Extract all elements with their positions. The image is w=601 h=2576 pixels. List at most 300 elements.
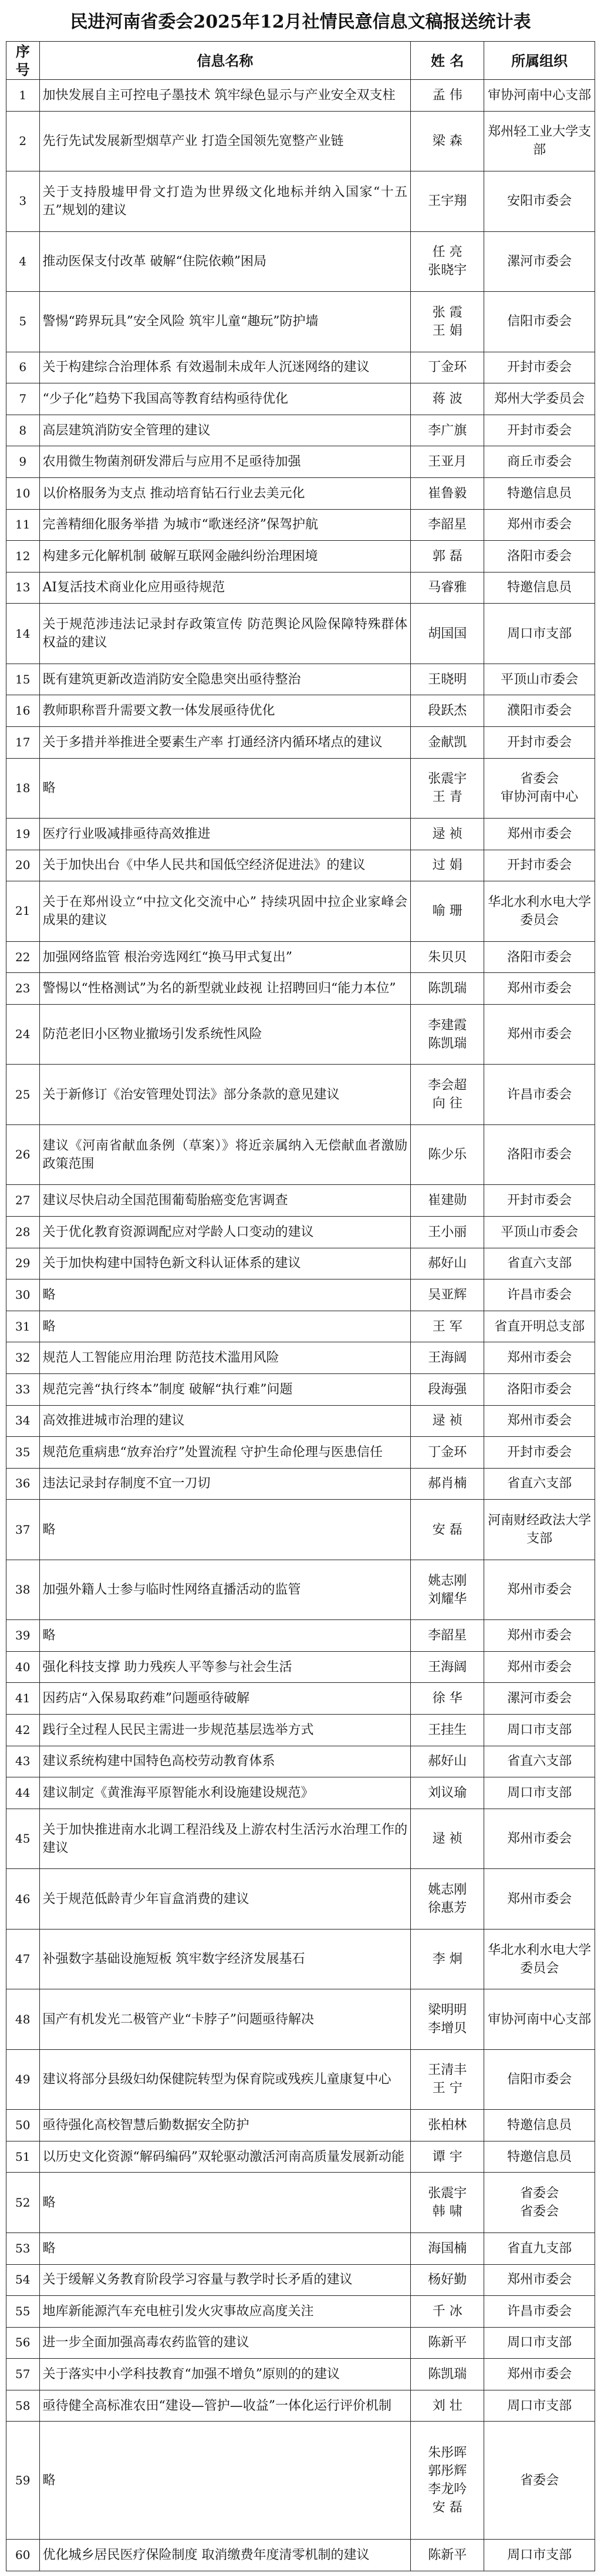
table-row xyxy=(6,664,595,695)
row-author: 杨好勤 xyxy=(411,2264,484,2296)
row-title: 规范危重病患“放弃治疗”处置流程 守护生命伦理与医患信任 xyxy=(39,1437,411,1469)
row-title: 关于优化教育资源调配应对学龄人口变动的建议 xyxy=(39,1216,411,1248)
row-org: 郑州市委会 xyxy=(484,1560,595,1619)
row-author: 郭 磊 xyxy=(411,541,484,573)
row-title: 建议制定《黄淮海平原智能水利设施建设规范》 xyxy=(39,1777,411,1809)
row-org: 省直六支部 xyxy=(484,1746,595,1777)
row-title: 教师职称晋升需要文教一体发展亟待优化 xyxy=(39,695,411,727)
row-org: 河南财经政法大学支部 xyxy=(484,1500,595,1560)
table-row xyxy=(6,383,595,415)
row-number: 47 xyxy=(6,1929,40,1989)
row-author: 陈凯瑞 xyxy=(411,973,484,1005)
row-number: 4 xyxy=(6,231,40,291)
table-row xyxy=(6,292,595,352)
row-number: 22 xyxy=(6,941,40,973)
row-number: 40 xyxy=(6,1651,40,1683)
row-org: 郑州大学委员会 xyxy=(484,383,595,415)
row-author: 陈新平 xyxy=(411,2539,484,2571)
table-row xyxy=(6,850,595,881)
row-org: 周口市支部 xyxy=(484,2390,595,2422)
row-number: 38 xyxy=(6,1560,40,1619)
row-org: 周口市支部 xyxy=(484,2539,595,2571)
table-row xyxy=(6,477,595,509)
row-org: 郑州市委会 xyxy=(484,2264,595,2296)
row-number: 23 xyxy=(6,973,40,1005)
row-author: 丁金环 xyxy=(411,1437,484,1469)
table-row xyxy=(6,2539,595,2571)
row-title: 关于构建综合治理体系 有效遏制未成年人沉迷网络的建议 xyxy=(39,352,411,383)
row-title: 补强数字基础设施短板 筑牢数字经济发展基石 xyxy=(39,1929,411,1989)
row-author: 吴亚辉 xyxy=(411,1279,484,1311)
header-author: 姓 名 xyxy=(411,42,484,80)
row-author: 刘议瑜 xyxy=(411,1777,484,1809)
row-title: 关于新修订《治安管理处罚法》部分条款的意见建议 xyxy=(39,1065,411,1124)
row-author: 崔鲁毅 xyxy=(411,477,484,509)
row-number: 45 xyxy=(6,1809,40,1868)
table-row xyxy=(6,352,595,383)
row-number: 8 xyxy=(6,415,40,446)
header-org: 所属组织 xyxy=(484,42,595,80)
table-row xyxy=(6,415,595,446)
table-row xyxy=(6,2327,595,2359)
row-title: 加强外籍人士参与临时性网络直播活动的监管 xyxy=(39,1560,411,1619)
row-title: 规范人工智能应用治理 防范技术滥用风险 xyxy=(39,1342,411,1374)
row-title: 地库新能源汽车充电桩引发火灾事故应高度关注 xyxy=(39,2296,411,2328)
row-author: 郝肖楠 xyxy=(411,1468,484,1500)
row-title: 建议将部分县级妇幼保健院转型为保育院或残疾儿童康复中心 xyxy=(39,2049,411,2109)
row-author: 朱彤晖 郭彤辉 李龙吟 安 磊 xyxy=(411,2422,484,2539)
table-row xyxy=(6,1560,595,1619)
row-org: 省委会 审协河南中心 xyxy=(484,758,595,818)
table-row xyxy=(6,1342,595,1374)
row-title: 警惕以“性格测试”为名的新型就业歧视 让招聘回归“能力本位” xyxy=(39,973,411,1005)
row-number: 5 xyxy=(6,292,40,352)
row-title: 略 xyxy=(39,2232,411,2264)
row-number: 13 xyxy=(6,572,40,604)
row-org: 郑州轻工业大学支部 xyxy=(484,111,595,171)
row-title: 略 xyxy=(39,758,411,818)
row-org: 周口市支部 xyxy=(484,604,595,664)
row-org: 许昌市委会 xyxy=(484,1065,595,1124)
row-org: 郑州市委会 xyxy=(484,1651,595,1683)
row-number: 49 xyxy=(6,2049,40,2109)
row-author: 王海阔 xyxy=(411,1342,484,1374)
row-org: 特邀信息员 xyxy=(484,477,595,509)
row-org: 郑州市委会 xyxy=(484,1405,595,1437)
row-number: 57 xyxy=(6,2359,40,2390)
row-number: 51 xyxy=(6,2141,40,2173)
row-author: 姚志刚 徐惠芳 xyxy=(411,1869,484,1929)
row-org: 开封市委会 xyxy=(484,1185,595,1217)
row-title: AI复活技术商业化应用亟待规范 xyxy=(39,572,411,604)
row-author: 海国楠 xyxy=(411,2232,484,2264)
table-row xyxy=(6,1620,595,1652)
row-title: 建议尽快启动全国范围葡萄胎癌变危害调查 xyxy=(39,1185,411,1217)
row-org: 郑州市委会 xyxy=(484,819,595,850)
row-author: 丁金环 xyxy=(411,352,484,383)
table-row xyxy=(6,1746,595,1777)
row-number: 15 xyxy=(6,664,40,695)
row-title: 构建多元化解机制 破解互联网金融纠纷治理困境 xyxy=(39,541,411,573)
row-author: 千 冰 xyxy=(411,2296,484,2328)
row-author: 崔建勋 xyxy=(411,1185,484,1217)
row-title: 略 xyxy=(39,1620,411,1652)
row-org: 洛阳市委会 xyxy=(484,541,595,573)
row-org: 特邀信息员 xyxy=(484,2141,595,2173)
table-row xyxy=(6,1373,595,1405)
row-author: 李 炯 xyxy=(411,1929,484,1989)
row-author: 张 霞 王 娟 xyxy=(411,292,484,352)
row-number: 25 xyxy=(6,1065,40,1124)
row-title: 关于加快出台《中华人民共和国低空经济促进法》的建议 xyxy=(39,850,411,881)
row-number: 26 xyxy=(6,1124,40,1184)
row-title: 防范老旧小区物业撤场引发系统性风险 xyxy=(39,1004,411,1064)
row-author: 王挂生 xyxy=(411,1715,484,1746)
table-row xyxy=(6,541,595,573)
row-author: 王晓明 xyxy=(411,664,484,695)
row-number: 27 xyxy=(6,1185,40,1217)
row-title: 略 xyxy=(39,1311,411,1342)
table-row xyxy=(6,819,595,850)
table-row xyxy=(6,80,595,112)
row-title: 关于规范低龄青少年盲盒消费的建议 xyxy=(39,1869,411,1929)
table-row xyxy=(6,509,595,541)
row-number: 43 xyxy=(6,1746,40,1777)
row-author: 徐 华 xyxy=(411,1683,484,1715)
row-number: 39 xyxy=(6,1620,40,1652)
row-author: 李建霞 陈凯瑞 xyxy=(411,1004,484,1064)
row-author: 王海阔 xyxy=(411,1651,484,1683)
row-org: 郑州市委会 xyxy=(484,1342,595,1374)
row-author: 李会超 向 往 xyxy=(411,1065,484,1124)
row-author: 郝好山 xyxy=(411,1746,484,1777)
table-row xyxy=(6,726,595,758)
row-org: 信阳市委会 xyxy=(484,2049,595,2109)
row-author: 王清丰 王 宁 xyxy=(411,2049,484,2109)
row-author: 逯 祯 xyxy=(411,1405,484,1437)
table-row xyxy=(6,1468,595,1500)
row-author: 段海强 xyxy=(411,1373,484,1405)
row-org: 郑州市委会 xyxy=(484,1004,595,1064)
document-title: 民进河南省委会2025年12月社情民意信息文稿报送统计表 xyxy=(70,12,531,32)
row-author: 姚志刚 刘耀华 xyxy=(411,1560,484,1619)
row-org: 省直六支部 xyxy=(484,1248,595,1279)
row-author: 蒋 波 xyxy=(411,383,484,415)
table-row xyxy=(6,1989,595,2049)
table-row xyxy=(6,572,595,604)
table-row xyxy=(6,1185,595,1217)
table-row xyxy=(6,1248,595,1279)
row-org: 周口市支部 xyxy=(484,2327,595,2359)
table-row xyxy=(6,111,595,171)
row-title: 因药店“入保易取药难”问题亟待破解 xyxy=(39,1683,411,1715)
row-number: 34 xyxy=(6,1405,40,1437)
row-number: 41 xyxy=(6,1683,40,1715)
row-author: 逯 祯 xyxy=(411,819,484,850)
table-row xyxy=(6,695,595,727)
row-org: 开封市委会 xyxy=(484,1437,595,1469)
row-number: 56 xyxy=(6,2327,40,2359)
row-number: 30 xyxy=(6,1279,40,1311)
row-number: 1 xyxy=(6,80,40,112)
table-row xyxy=(6,1124,595,1184)
table-row xyxy=(6,758,595,818)
row-title: 先行先试发展新型烟草产业 打造全国领先宽整产业链 xyxy=(39,111,411,171)
row-org: 郑州市委会 xyxy=(484,1620,595,1652)
table-row xyxy=(6,1065,595,1124)
row-number: 16 xyxy=(6,695,40,727)
table-row xyxy=(6,1405,595,1437)
table-row xyxy=(6,2049,595,2109)
row-org: 特邀信息员 xyxy=(484,572,595,604)
row-number: 33 xyxy=(6,1373,40,1405)
row-title: 亟待健全高标准农田“建设—管护—收益”一体化运行评价机制 xyxy=(39,2390,411,2422)
row-title: 关于规范涉违法记录封存政策宣传 防范舆论风险保障特殊群体权益的建议 xyxy=(39,604,411,664)
table-row xyxy=(6,2390,595,2422)
table-row xyxy=(6,2110,595,2141)
row-number: 10 xyxy=(6,477,40,509)
row-org: 审协河南中心支部 xyxy=(484,80,595,112)
table-row xyxy=(6,2296,595,2328)
row-title: 略 xyxy=(39,1500,411,1560)
row-number: 17 xyxy=(6,726,40,758)
row-author: 刘 壮 xyxy=(411,2390,484,2422)
row-number: 14 xyxy=(6,604,40,664)
row-org: 周口市支部 xyxy=(484,1777,595,1809)
row-title: 加快发展自主可控电子墨技术 筑牢绿色显示与产业安全双支柱 xyxy=(39,80,411,112)
row-title: 关于多措并举推进全要素生产率 打通经济内循环堵点的建议 xyxy=(39,726,411,758)
row-author: 王 军 xyxy=(411,1311,484,1342)
row-number: 31 xyxy=(6,1311,40,1342)
table-row xyxy=(6,1279,595,1311)
row-number: 60 xyxy=(6,2539,40,2571)
table-row xyxy=(6,604,595,664)
row-org: 省委会 省委会 xyxy=(484,2173,595,2232)
row-author: 金献凯 xyxy=(411,726,484,758)
row-org: 郑州市委会 xyxy=(484,1809,595,1868)
row-title: 关于支持殷墟甲骨文打造为世界级文化地标并纳入国家“十五五”规划的建议 xyxy=(39,171,411,231)
row-title: 以价格服务为支点 推动培育钻石行业去美元化 xyxy=(39,477,411,509)
row-title: 优化城乡居民医疗保险制度 取消缴费年度清零机制的建议 xyxy=(39,2539,411,2571)
row-number: 37 xyxy=(6,1500,40,1560)
row-number: 7 xyxy=(6,383,40,415)
table-row xyxy=(6,2141,595,2173)
row-author: 张柏林 xyxy=(411,2110,484,2141)
row-number: 58 xyxy=(6,2390,40,2422)
row-org: 华北水利水电大学委员会 xyxy=(484,1929,595,1989)
row-title: 警惕“跨界玩具”安全风险 筑牢儿童“趣玩”防护墙 xyxy=(39,292,411,352)
row-title: 建议《河南省献血条例（草案）》将近亲属纳入无偿献血者激励政策范围 xyxy=(39,1124,411,1184)
row-number: 53 xyxy=(6,2232,40,2264)
row-number: 3 xyxy=(6,171,40,231)
row-org: 商丘市委会 xyxy=(484,446,595,478)
row-title: 规范完善“执行终本”制度 破解“执行难”问题 xyxy=(39,1373,411,1405)
table-row xyxy=(6,2359,595,2390)
table-row xyxy=(6,1651,595,1683)
table-row xyxy=(6,231,595,291)
row-title: 高层建筑消防安全管理的建议 xyxy=(39,415,411,446)
row-number: 20 xyxy=(6,850,40,881)
row-author: 喻 珊 xyxy=(411,881,484,941)
table-row xyxy=(6,1929,595,1989)
row-author: 梁明明 李增贝 xyxy=(411,1989,484,2049)
row-title: 亟待强化高校智慧后勤数据安全防护 xyxy=(39,2110,411,2141)
row-title: 进一步全面加强高毒农药监管的建议 xyxy=(39,2327,411,2359)
row-author: 张震宇 韩 啸 xyxy=(411,2173,484,2232)
row-org: 省委会 xyxy=(484,2422,595,2539)
row-org: 省直六支部 xyxy=(484,1468,595,1500)
row-number: 44 xyxy=(6,1777,40,1809)
row-title: 关于加快构建中国特色新文科认证体系的建议 xyxy=(39,1248,411,1279)
row-title: 医疗行业吸减排亟待高效推进 xyxy=(39,819,411,850)
row-number: 6 xyxy=(6,352,40,383)
row-org: 安阳市委会 xyxy=(484,171,595,231)
table-row xyxy=(6,1869,595,1929)
row-author: 过 娟 xyxy=(411,850,484,881)
row-author: 陈凯瑞 xyxy=(411,2359,484,2390)
row-number: 48 xyxy=(6,1989,40,2049)
row-org: 濮阳市委会 xyxy=(484,695,595,727)
row-org: 洛阳市委会 xyxy=(484,1124,595,1184)
row-number: 21 xyxy=(6,881,40,941)
row-number: 42 xyxy=(6,1715,40,1746)
header-title: 信息名称 xyxy=(39,42,411,80)
table-body xyxy=(6,80,595,2571)
table-row xyxy=(6,1216,595,1248)
row-number: 18 xyxy=(6,758,40,818)
row-title: 加强网络监管 根治旁选网红“换马甲式复出” xyxy=(39,941,411,973)
row-title: 既有建筑更新改造消防安全隐患突出亟待整治 xyxy=(39,664,411,695)
row-title: 略 xyxy=(39,2422,411,2539)
row-number: 59 xyxy=(6,2422,40,2539)
row-title: 违法记录封存制度不宜一刀切 xyxy=(39,1468,411,1500)
row-author: 孟 伟 xyxy=(411,80,484,112)
row-author: 张震宇 王 青 xyxy=(411,758,484,818)
row-org: 省直九支部 xyxy=(484,2232,595,2264)
row-org: 开封市委会 xyxy=(484,726,595,758)
row-author: 王小丽 xyxy=(411,1216,484,1248)
row-title: 农用微生物菌剂研发滞后与应用不足亟待加强 xyxy=(39,446,411,478)
row-org: 许昌市委会 xyxy=(484,2296,595,2328)
table-row xyxy=(6,1004,595,1064)
row-org: 省直开明总支部 xyxy=(484,1311,595,1342)
row-number: 28 xyxy=(6,1216,40,1248)
row-number: 11 xyxy=(6,509,40,541)
row-author: 朱贝贝 xyxy=(411,941,484,973)
row-number: 46 xyxy=(6,1869,40,1929)
row-org: 郑州市委会 xyxy=(484,2359,595,2390)
row-author: 梁 森 xyxy=(411,111,484,171)
table-row xyxy=(6,2232,595,2264)
table-header-row xyxy=(6,42,595,80)
row-title: 践行全过程人民民主需进一步规范基层选举方式 xyxy=(39,1715,411,1746)
row-number: 35 xyxy=(6,1437,40,1469)
row-title: 略 xyxy=(39,1279,411,1311)
table-row xyxy=(6,941,595,973)
row-number: 54 xyxy=(6,2264,40,2296)
row-author: 李广旗 xyxy=(411,415,484,446)
row-org: 许昌市委会 xyxy=(484,1279,595,1311)
row-title: 建议系统构建中国特色高校劳动教育体系 xyxy=(39,1746,411,1777)
row-number: 19 xyxy=(6,819,40,850)
row-author: 逯 祯 xyxy=(411,1809,484,1868)
row-author: 段跃杰 xyxy=(411,695,484,727)
row-org: 周口市支部 xyxy=(484,1715,595,1746)
row-org: 郑州市委会 xyxy=(484,1869,595,1929)
row-number: 12 xyxy=(6,541,40,573)
row-org: 平顶山市委会 xyxy=(484,664,595,695)
table-row xyxy=(6,1777,595,1809)
table-row xyxy=(6,1437,595,1469)
row-title: 关于落实中小学科技教育“加强不增负”原则的的建议 xyxy=(39,2359,411,2390)
row-author: 郝好山 xyxy=(411,1248,484,1279)
row-number: 55 xyxy=(6,2296,40,2328)
row-author: 陈少乐 xyxy=(411,1124,484,1184)
row-number: 50 xyxy=(6,2110,40,2141)
row-author: 李韶星 xyxy=(411,1620,484,1652)
row-number: 52 xyxy=(6,2173,40,2232)
row-number: 32 xyxy=(6,1342,40,1374)
row-number: 2 xyxy=(6,111,40,171)
row-org: 开封市委会 xyxy=(484,415,595,446)
row-org: 洛阳市委会 xyxy=(484,1373,595,1405)
row-org: 郑州市委会 xyxy=(484,973,595,1005)
row-org: 平顶山市委会 xyxy=(484,1216,595,1248)
row-org: 特邀信息员 xyxy=(484,2110,595,2141)
row-number: 36 xyxy=(6,1468,40,1500)
row-title: 以历史文化资源“解码编码”双轮驱动激活河南高质量发展新动能 xyxy=(39,2141,411,2173)
table-row xyxy=(6,2422,595,2539)
row-author: 胡国国 xyxy=(411,604,484,664)
row-author: 李韶星 xyxy=(411,509,484,541)
row-title: 高效推进城市治理的建议 xyxy=(39,1405,411,1437)
table-row xyxy=(6,881,595,941)
table-row xyxy=(6,1500,595,1560)
table-row xyxy=(6,171,595,231)
row-title: 强化科技支撑 助力残疾人平等参与社会生活 xyxy=(39,1651,411,1683)
row-title: 关于在郑州设立“中拉文化交流中心” 持续巩固中拉企业家峰会成果的建议 xyxy=(39,881,411,941)
table-row xyxy=(6,973,595,1005)
row-org: 开封市委会 xyxy=(484,352,595,383)
row-org: 漯河市委会 xyxy=(484,1683,595,1715)
table-row xyxy=(6,2173,595,2232)
row-org: 华北水利水电大学委员会 xyxy=(484,881,595,941)
row-author: 谭 宇 xyxy=(411,2141,484,2173)
row-number: 29 xyxy=(6,1248,40,1279)
row-author: 马睿雅 xyxy=(411,572,484,604)
row-org: 漯河市委会 xyxy=(484,231,595,291)
row-author: 安 磊 xyxy=(411,1500,484,1560)
row-title: 关于缓解义务教育阶段学习容量与教学时长矛盾的建议 xyxy=(39,2264,411,2296)
row-org: 洛阳市委会 xyxy=(484,941,595,973)
row-org: 开封市委会 xyxy=(484,850,595,881)
table-row xyxy=(6,1715,595,1746)
row-number: 24 xyxy=(6,1004,40,1064)
row-author: 王亚月 xyxy=(411,446,484,478)
table-row xyxy=(6,1809,595,1868)
row-title: 完善精细化服务举措 为城市“歌迷经济”保驾护航 xyxy=(39,509,411,541)
table-row xyxy=(6,1311,595,1342)
row-org: 审协河南中心支部 xyxy=(484,1989,595,2049)
row-author: 陈新平 xyxy=(411,2327,484,2359)
row-org: 郑州市委会 xyxy=(484,509,595,541)
row-author: 任 亮 张晓宇 xyxy=(411,231,484,291)
table-row xyxy=(6,2264,595,2296)
row-number: 9 xyxy=(6,446,40,478)
row-title: 推动医保支付改革 破解“住院依赖”困局 xyxy=(39,231,411,291)
row-title: 国产有机发光二极管产业“卡脖子”问题亟待解决 xyxy=(39,1989,411,2049)
row-author: 王宇翔 xyxy=(411,171,484,231)
